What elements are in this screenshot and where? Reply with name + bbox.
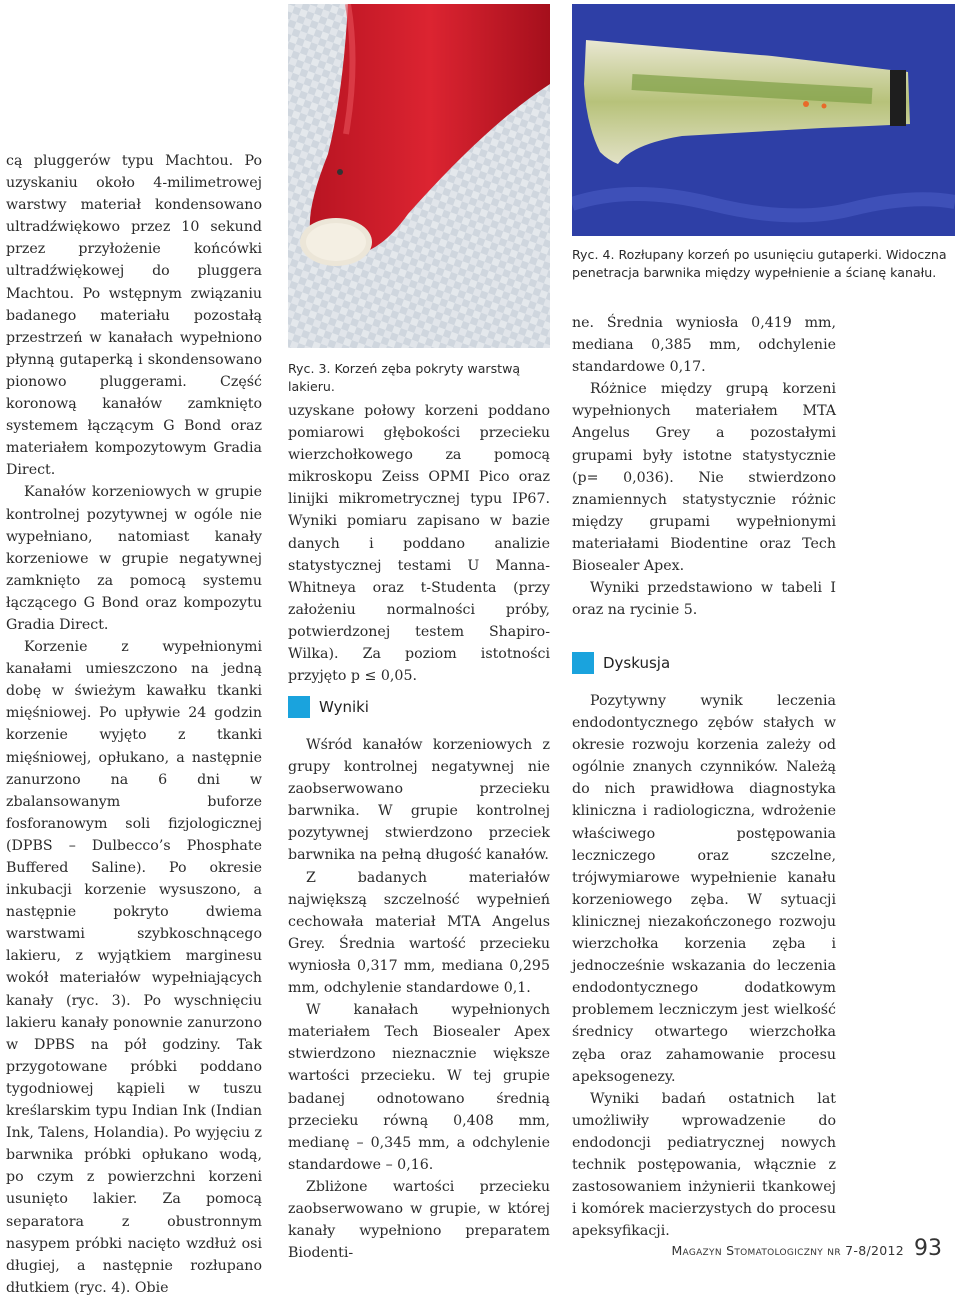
section-heading-dyskusja xyxy=(572,652,670,674)
square-bullet-icon xyxy=(572,652,594,674)
page-footer xyxy=(596,1236,942,1264)
paragraph: uzyskane połowy korzeni poddano pomiarowi głębokości przecieku wierzchołkowego za pomocą mikroskopu Zeiss OPMI Pico oraz linijki mikrometrycznej typu IP67. Wyniki pomiaru zapisano w bazie danych i poddano analizie statystycznej testami U Manna-Whitneya oraz t-Studenta (przy założeniu normalności próby, potwierdzonej testem Shapiro-Wilka). Za poziom istotności przyjęto p ≤ 0,05. xyxy=(288,403,550,685)
paragraph: cą pluggerów typu Machtou. Po uzyskaniu około 4-milimetrowej warstwy materiał kondensowano ultradźwiękowo przez 10 sekund przez przyłożenie końcówki ultradźwiękowej do pluggera Machtou. Po wstępnym związaniu badanego materiału pozostałą przestrzeń w kanałach wypełniono płynną gutaperką i skondensowano pionowo pluggerami. Część koronową kanałów zamknięto systemem łączącym G Bond oraz materiałem kompozytowym Gradia Direct. xyxy=(6,153,262,479)
paragraph: ne. Średnia wyniosła 0,419 mm, mediana 0,385 mm, odchylenie standardowe 0,17. xyxy=(572,315,836,376)
split-root-image xyxy=(572,4,955,236)
figure-3-caption: Ryc. 3. Korzeń zęba pokryty warstwą lakieru. xyxy=(288,361,521,394)
section-heading-wyniki xyxy=(288,696,369,718)
tooth-root-lacquer-image xyxy=(288,4,550,348)
section-title: Wyniki xyxy=(319,698,369,716)
page-number: 93 xyxy=(914,1236,942,1261)
dyskusja-body xyxy=(572,690,836,1242)
figure-4-caption: Ryc. 4. Rozłupany korzeń po usunięciu gutaperki. Widoczna penetracja barwnika między wypełnienie a ścianę kanału. xyxy=(572,247,947,280)
magazine-name: Magazyn Stomatologiczny nr 7-8/2012 xyxy=(671,1243,904,1258)
paragraph: W kanałach wypełnionych materiałem Tech Biosealer Apex stwierdzono nieznacznie większe wartości przecieku. W tej grupie badanej odnotowano średnią przecieku równą 0,408 mm, medianę – 0,345 mm, a odchylenie standardowe – 0,16. xyxy=(288,1002,550,1173)
paragraph: Wśród kanałów korzeniowych z grupy kontrolnej negatywnej nie zaobserwowano przecieku barwnika. W grupie kontrolnej pozytywnej stwierdzono przeciek barwnika na pełną długość kanałów. xyxy=(288,737,550,864)
figure-3-photo xyxy=(288,4,550,348)
section-title: Dyskusja xyxy=(603,654,671,672)
column-3 xyxy=(572,312,836,621)
paragraph: Wyniki badań ostatnich lat umożliwiły wprowadzenie do endodoncji pediatrycznej nowych technik postępowania, włącznie z zastosowaniem inżynierii tkankowej i komórek macierzystych do procesu apeksyfikacji. xyxy=(572,1090,836,1240)
paragraph: Kanałów korzeniowych w grupie kontrolnej pozytywnej w ogóle nie wypełniano, natomiast kanały korzeniowe w grupie negatywnej zamknięto za pomocą systemu łączącego G Bond oraz kompozytu Gradia Direct. xyxy=(6,484,262,633)
paragraph: Różnice między grupą korzeni wypełnionych materiałem MTA Angelus Grey a pozostałymi grupami były istotne statystycznie (p= 0,036). Nie stwierdzono znamiennych statystycznie różnic między grupami wypełnionymi materiałami Biodentine oraz Tech Biosealer Apex. xyxy=(572,381,836,575)
figure-4-photo xyxy=(572,4,955,236)
paragraph: Z badanych materiałów największą szczelność wypełnień cechowała materiał MTA Angelus Grey. Średnia wartość przecieku wyniosła 0,317 mm, mediana 0,295 mm, odchylenie standardowe 0,1. xyxy=(288,869,550,997)
paragraph: Korzenie z wypełnionymi kanałami umieszczono na jedną dobę w świeżym kawałku tkanki mięśniowej. Po upływie 24 godzin korzenie wyjęto z tkanki mięśniowej, opłukano, a następnie zanurzono na 6 dni w zbalansowanym buforze fosforanowym soli fizjologicznej (DPBS – Dulbecco’s Phosphate Buffered Saline). Po okresie inkubacji korzenie wysuszono, a następnie pokryto dwiema warstwami szybkoschnącego lakieru, z wyjątkiem marginesu wokół materiałów wypełniających kanały (ryc. 3). Po wyschnięciu lakieru kanały ponownie zanurzono w DPBS na pół godziny. Tak przygotowane próbki poddano tygodniowej kąpieli w tuszu kreślarskim typu Indian Ink (Indian Ink, Talens, Holandia). Po wyjęciu z barwnika próbki opłukano wodą, po czym z powierzchni korzeni usunięto lakier. Za pomocą separatora z obustronnym nasypem próbki nacięto wzdłuż osi długiej, a następnie rozłupano dłutkiem (ryc. 4). Obie xyxy=(6,639,262,1296)
paragraph: Pozytywny wynik leczenia endodontycznego zębów stałych w okresie rozwoju korzenia zależy od ogólnie znanych czynników. Należą do nich prawidłowa diagnostyka kliniczna i radiologiczna, wdrożenie właściwego postępowania leczniczego oraz szczelne, trójwymiarowe wypełnienie kanału korzeniowego zęba. W sytuacji klinicznej niezakończonego rozwoju wierzchołka korzenia zęba i jednocześnie wskazania do leczenia endodontycznego dodatkowym problemem leczniczym jest wielkość średnicy otwartego wierzchołka zęba oraz zahamowanie procesu apeksogenezy. xyxy=(572,693,836,1085)
paragraph: Wyniki przedstawiono w tabeli I oraz na rycinie 5. xyxy=(572,580,836,619)
wyniki-body xyxy=(288,734,550,1264)
column-1 xyxy=(6,150,262,1299)
column-2 xyxy=(288,400,550,687)
paragraph: Zbliżone wartości przecieku zaobserwowano w grupie, w której kanały wypełniono preparatem Biodenti- xyxy=(288,1178,550,1262)
square-bullet-icon xyxy=(288,696,310,718)
